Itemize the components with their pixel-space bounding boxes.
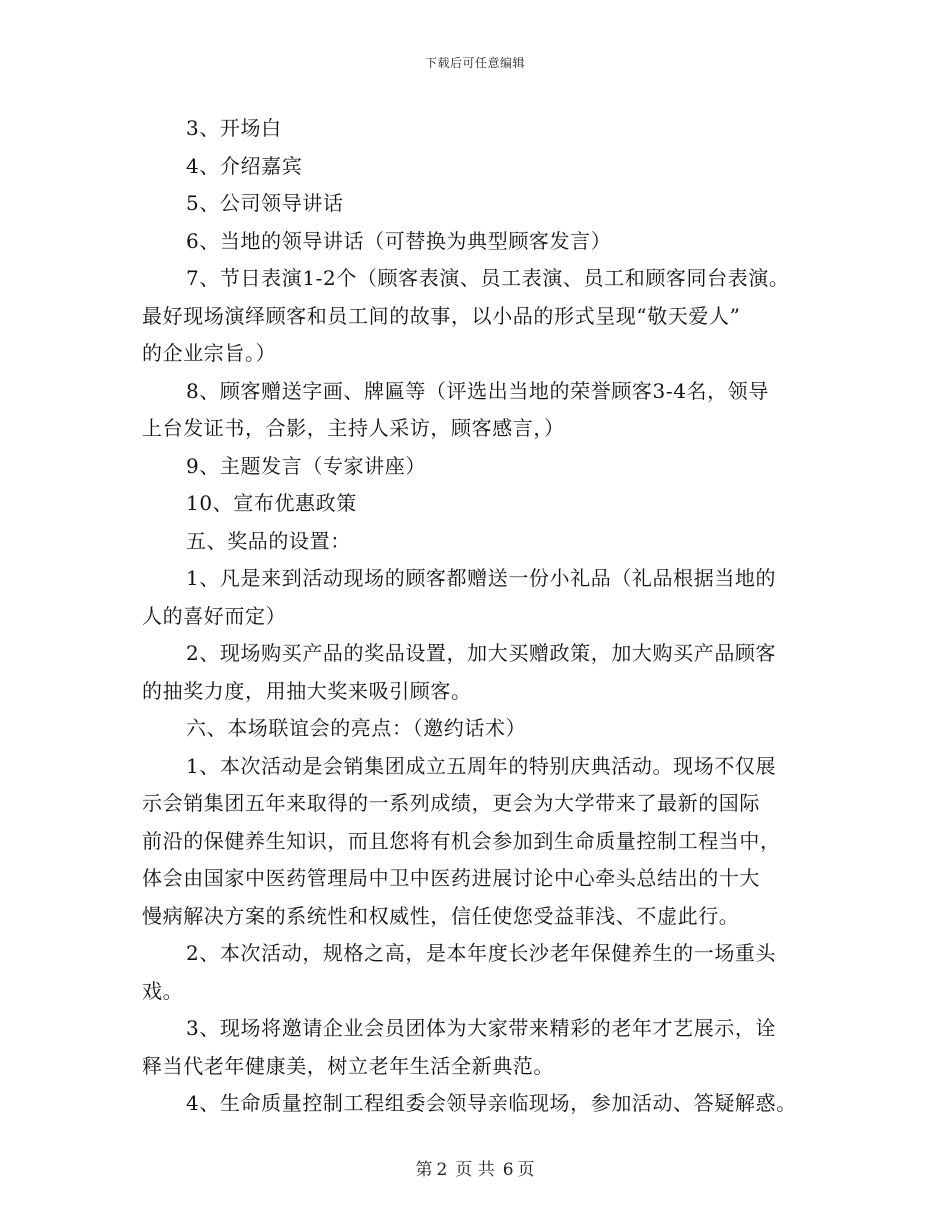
paragraph-line: 3、开场白	[186, 116, 282, 140]
paragraph-line: 10、宣布优惠政策	[186, 491, 357, 515]
paragraph-line: 5、公司领导讲话	[186, 191, 344, 215]
paragraph-line: 人的喜好而定）	[142, 603, 287, 628]
paragraph-line: 释当代老年健康美，树立老年生活全新典范。	[142, 1053, 554, 1078]
paragraph-line: 前沿的保健养生知识，而且您将有机会参加到生命质量控制工程当中，	[142, 828, 781, 853]
paragraph-line: 6、当地的领导讲话（可替换为典型顾客发言）	[186, 228, 612, 253]
paragraph-line: 2、现场购买产品的奖品设置，加大买赠政策，加大购买产品顾客	[186, 641, 777, 665]
paragraph-line: 4、生命质量控制工程组委会领导亲临现场，参加活动、答疑解惑。	[186, 1091, 797, 1115]
paragraph-line: 8、顾客赠送字画、牌匾等（评选出当地的荣誉顾客3-4名，领导	[186, 378, 769, 403]
paragraph-line: 最好现场演绎顾客和员工间的故事，以小品的形式呈现“敬天爱人”	[142, 303, 741, 328]
paragraph-line: 4、介绍嘉宾	[186, 153, 303, 178]
paragraph-line: 上台发证书，合影，主持人采访，顾客感言，）	[142, 416, 565, 440]
paragraph-line: 1、凡是来到活动现场的顾客都赠送一份小礼品（礼品根据当地的	[186, 566, 777, 590]
paragraph-line: 的抽奖力度，用抽大奖来吸引顾客。	[142, 678, 472, 703]
page-header: 下载后可任意编辑	[424, 56, 525, 70]
paragraph-line: 7、节日表演1-2个（顾客表演、员工表演、员工和顾客同台表演。	[186, 266, 790, 290]
paragraph-line: 2、本次活动，规格之高，是本年度长沙老年保健养生的一场重头	[186, 941, 777, 965]
paragraph-line: 9、主题发言（专家讲座）	[186, 453, 426, 478]
footer-suffix: 页	[517, 1160, 535, 1180]
section-heading: 五、奖品的设置：	[186, 528, 351, 553]
paragraph-line: 戏。	[142, 978, 184, 1003]
paragraph-line: 慢病解决方案的系统性和权威性，信任使您受益菲浅、不虚此行。	[142, 903, 740, 928]
current-page-number: 2	[436, 1160, 448, 1180]
paragraph-line: 体会由国家中医药管理局中卫中医药进展讨论中心牵头总结出的十大	[142, 866, 760, 890]
section-heading: 六、本场联谊会的亮点：（邀约话术）	[186, 716, 527, 740]
page-footer	[0, 1155, 950, 1180]
document-body	[142, 110, 832, 1123]
total-pages-number: 6	[502, 1160, 514, 1180]
paragraph-line: 3、现场将邀请企业会员团体为大家带来精彩的老年才艺展示，诠	[186, 1016, 777, 1040]
paragraph-line: 1、本次活动是会销集团成立五周年的特别庆典活动。现场不仅展	[186, 753, 777, 778]
footer-prefix: 第	[415, 1160, 433, 1180]
footer-middle: 页 共	[455, 1160, 495, 1180]
paragraph-line: 示会销集团五年来取得的一系列成绩，更会为大学带来了最新的国际	[142, 791, 760, 815]
paragraph-line: 的企业宗旨。）	[142, 341, 277, 365]
